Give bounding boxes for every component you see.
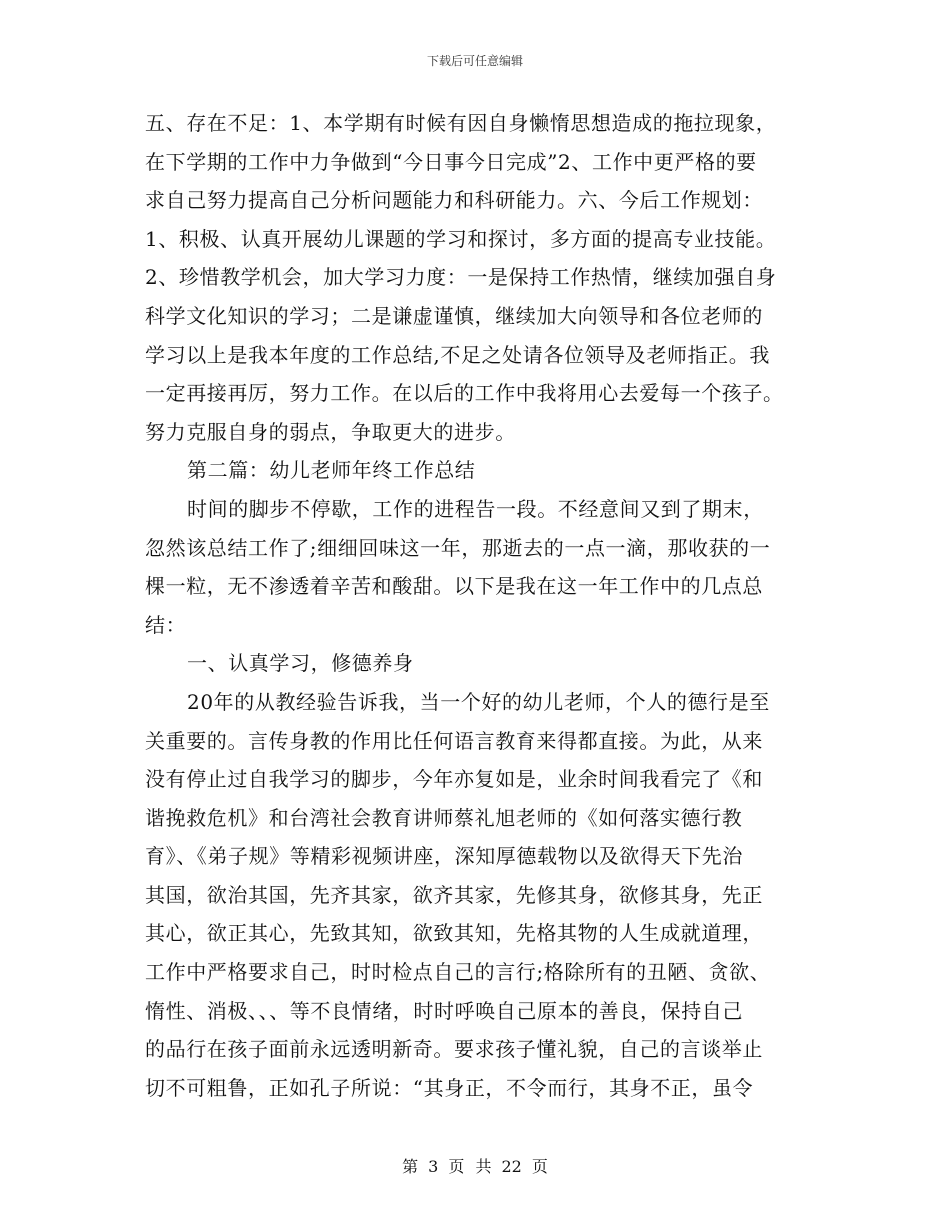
text-line: 一定再接再厉，努力工作。在以后的工作中我将用心去爱每一个孩子。 xyxy=(145,381,784,406)
text-line: 工作中严格要求自己，时时检点自己的言行;格除所有的丑陋、贪欲、 xyxy=(145,960,771,985)
document-body xyxy=(145,104,805,1107)
text-line: 求自己努力提高自己分析问题能力和科研能力。六、今后工作规划： xyxy=(145,188,763,213)
text-line: 努力克服自身的弱点，争取更大的进步。 xyxy=(145,419,516,444)
text-line: 忽然该总结工作了;细细回味这一年，那逝去的一点一滴，那收获的一 xyxy=(145,535,771,560)
footer-middle: 页 共 xyxy=(448,1157,492,1176)
page-header: 下载后可任意编辑 xyxy=(426,54,523,68)
text-line: 学习以上是我本年度的工作总结,不足之处请各位领导及老师指正。我 xyxy=(145,342,770,367)
text-line: 时间的脚步不停歇，工作的进程告一段。不经意间又到了期末， xyxy=(187,496,764,521)
text-line: 第二篇：幼儿老师年终工作总结 xyxy=(187,458,476,483)
text-line: 科学文化知识的学习；二是谦虚谨慎，继续加大向领导和各位老师的 xyxy=(145,303,763,328)
footer-prefix: 第 xyxy=(402,1157,419,1176)
text-line: 结： xyxy=(145,612,187,637)
text-line: 其心，欲正其心，先致其知，欲致其知，先格其物的人生成就道理， xyxy=(145,921,763,946)
footer-total-pages: 22 xyxy=(501,1157,522,1176)
page-footer xyxy=(0,1154,950,1177)
text-line: 五、存在不足：1、本学期有时候有因自身懒惰思想造成的拖拉现象， xyxy=(145,111,777,135)
text-line: 的品行在孩子面前永远透明新奇。要求孩子懂礼貌，自己的言谈举止 xyxy=(145,1037,763,1062)
text-line: 其国，欲治其国，先齐其家，欲齐其家，先修其身，欲修其身，先正 xyxy=(145,882,763,907)
text-line: 2、珍惜教学机会，加大学习力度：一是保持工作热情，继续加强自身 xyxy=(145,265,777,290)
text-line: 切不可粗鲁，正如孔子所说：“其身正，不令而行，其身不正，虽令 xyxy=(145,1075,754,1100)
footer-page-number: 3 xyxy=(428,1157,439,1176)
text-line: 谐挽救危机》和台湾社会教育讲师蔡礼旭老师的《如何落实德行教 xyxy=(145,805,743,830)
footer-suffix: 页 xyxy=(531,1157,548,1176)
text-line: 20年的从教经验告诉我，当一个好的幼儿老师，个人的德行是至 xyxy=(187,689,770,714)
text-line: 育》、《弟子规》等精彩视频讲座，深知厚德载物以及欲得天下先治 xyxy=(145,844,743,869)
text-line: 1、积极、认真开展幼儿课题的学习和探讨，多方面的提高专业技能。 xyxy=(145,226,777,251)
text-line: 在下学期的工作中力争做到“今日事今日完成”2、工作中更严格的要 xyxy=(145,149,757,174)
text-line: 惰性、消极、、、等不良情绪，时时呼唤自己原本的善良，保持自己 xyxy=(145,998,743,1023)
text-line: 棵一粒，无不渗透着辛苦和酸甜。以下是我在这一年工作中的几点总 xyxy=(145,574,763,599)
text-line: 一、认真学习，修德养身 xyxy=(187,651,414,676)
text-line: 没有停止过自我学习的脚步，今年亦复如是，业余时间我看完了《和 xyxy=(145,767,763,792)
text-line: 关重要的。言传身教的作用比任何语言教育来得都直接。为此，从来 xyxy=(145,728,763,753)
